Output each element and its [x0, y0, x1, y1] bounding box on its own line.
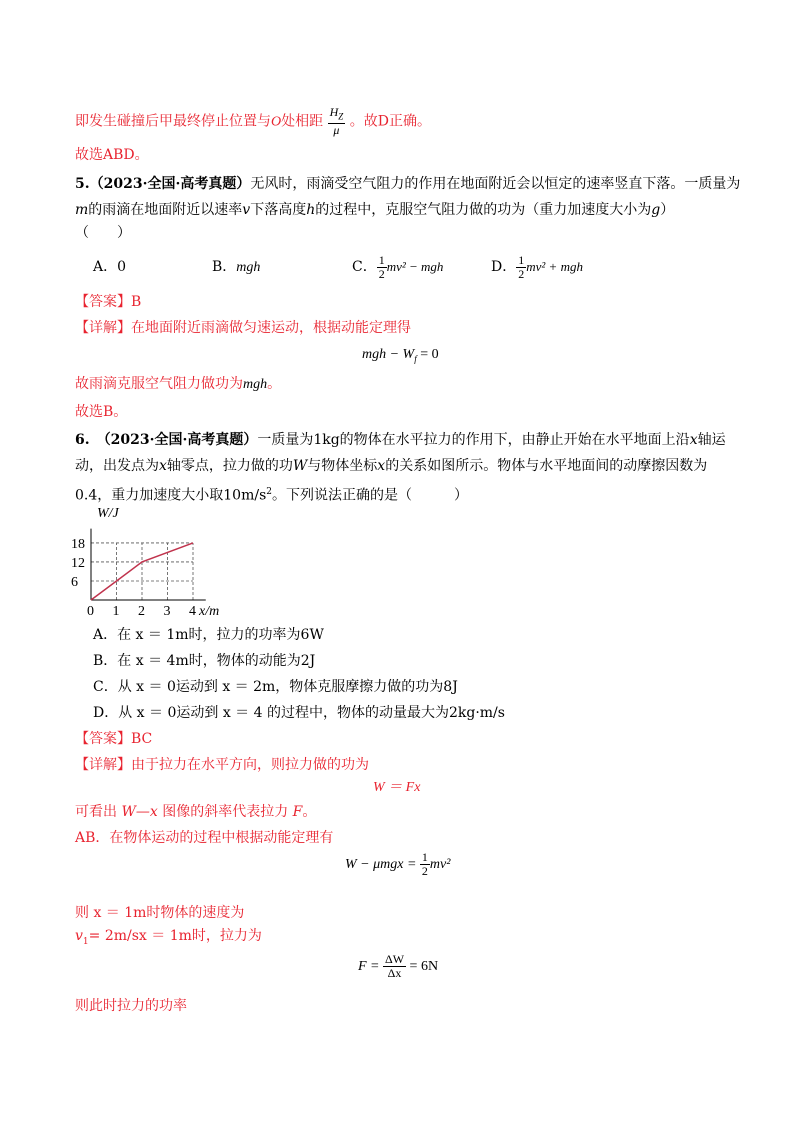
prev-mid: 处相距	[281, 113, 324, 130]
q6-v1-line: $v_1= 2m/sx = 1m$时，拉力为	[75, 928, 262, 947]
prev-post: 。故D正确。	[349, 113, 431, 130]
q6-answer: 【答案】BC	[75, 731, 153, 747]
q6-detail: 【详解】由于拉力在水平方向，则拉力做的功为	[75, 757, 369, 773]
q5-option-c[interactable]: C． $\frac{1}{2}$ mv² − mgh	[352, 252, 444, 281]
y-tick-label: 6	[71, 574, 78, 590]
x-tick-label: 2	[138, 604, 145, 619]
prev-o: O	[271, 114, 282, 130]
q5-option-a[interactable]: A．0	[93, 259, 127, 275]
q5-answer: 【答案】B	[75, 294, 142, 310]
q5-paren: （ ）	[75, 225, 131, 241]
delta-fraction: $\frac{\Delta W}{\Delta x}$	[385, 952, 405, 981]
q6-slope-line: 可看出 W—x 图像的斜率代表拉力 F。	[75, 804, 317, 820]
x-tick-label: 1	[112, 604, 120, 619]
half-fraction: $\frac{1}{2}$	[518, 252, 525, 281]
prev-text: 即发生碰撞后甲最终停止位置与	[75, 113, 271, 130]
work-position-chart	[70, 505, 250, 620]
q6-equation-2: W − μmgx = $\frac{1}{2}$ mv²	[345, 850, 451, 879]
q5-option-b[interactable]: B．mgh	[212, 259, 261, 275]
q6-option-a[interactable]: A．在 x ＝ 1m时，拉力的功率为6W	[93, 627, 324, 643]
q6-equation-3: F = $\frac{\Delta W}{\Delta x}$ = 6N	[358, 952, 439, 981]
prev-choice: 故选ABD。	[75, 147, 149, 163]
data-series-line	[91, 543, 193, 600]
q5-equation: mgh − $W_f = 0$	[362, 347, 439, 364]
q6-ab-line: AB．在物体运动的过程中根据动能定理有	[75, 830, 334, 846]
q5-detail: 【详解】在地面附近雨滴做匀速运动，根据动能定理得	[75, 320, 411, 336]
q6-option-c[interactable]: C．从 x ＝ 0运动到 x ＝ 2m，物体克服摩擦力做的功为8J	[93, 679, 458, 695]
q6-label: 6. （2023·全国·高考真题）	[75, 432, 258, 448]
x-tick-label: 0	[87, 604, 94, 619]
q6-velocity-line: 则 x ＝ 1m时物体的速度为	[75, 905, 245, 921]
x-axis-label: x/m	[199, 604, 220, 619]
q6-option-b[interactable]: B．在 x ＝ 4m时，物体的动能为2J	[93, 653, 316, 669]
q5-label: 5.（2023·全国·高考真题）	[75, 176, 251, 192]
q6-equation-1: W ＝ Fx	[373, 780, 421, 795]
half-fraction: $\frac{1}{2}$	[378, 252, 385, 281]
x-tick-label: 3	[163, 604, 171, 619]
y-axis-label: W/J	[97, 506, 119, 521]
q6-option-d[interactable]: D．从 x ＝ 0运动到 x ＝ 4 的过程中，物体的动量最大为2kg·m/s	[93, 705, 505, 721]
y-tick-label: 12	[71, 555, 85, 571]
y-tick-label: 18	[71, 536, 85, 552]
q5-line-2: m的雨滴在地面附近以速率v下落高度h的过程中，克服空气阻力做的功为（重力加速度大小为g）	[75, 202, 675, 218]
q5-option-d[interactable]: D． $\frac{1}{2}$ mv² + mgh	[491, 252, 583, 281]
q6-line-3: 0.4，重力加速度大小取$10m/s^2$。下列说法正确的是（ ）	[75, 487, 468, 504]
prev-fraction: $\frac{H_Z}{\mu}$	[329, 105, 344, 138]
q6-line-1: 6. （2023·全国·高考真题）一质量为1kg的物体在水平拉力的作用下，由静止开始在水平地面上沿x轴运	[75, 432, 726, 448]
q6-power-line: 则此时拉力的功率	[75, 998, 187, 1014]
x-tick-label: 4	[189, 604, 196, 619]
q5-conclusion: 故雨滴克服空气阻力做功为mgh。	[75, 376, 282, 392]
q5-choice: 故选B。	[75, 404, 128, 420]
q6-line-2: 动，出发点为x轴零点，拉力做的功W与物体坐标x的关系如图所示。物体与水平地面间的动摩擦因数为	[75, 458, 708, 474]
q5-line-1: 5.（2023·全国·高考真题）无风时，雨滴受空气阻力的作用在地面附近会以恒定的速率竖直下落。一质量为	[75, 176, 741, 192]
half-fraction: $\frac{1}{2}$	[421, 850, 428, 879]
prev-line-1	[75, 106, 431, 137]
